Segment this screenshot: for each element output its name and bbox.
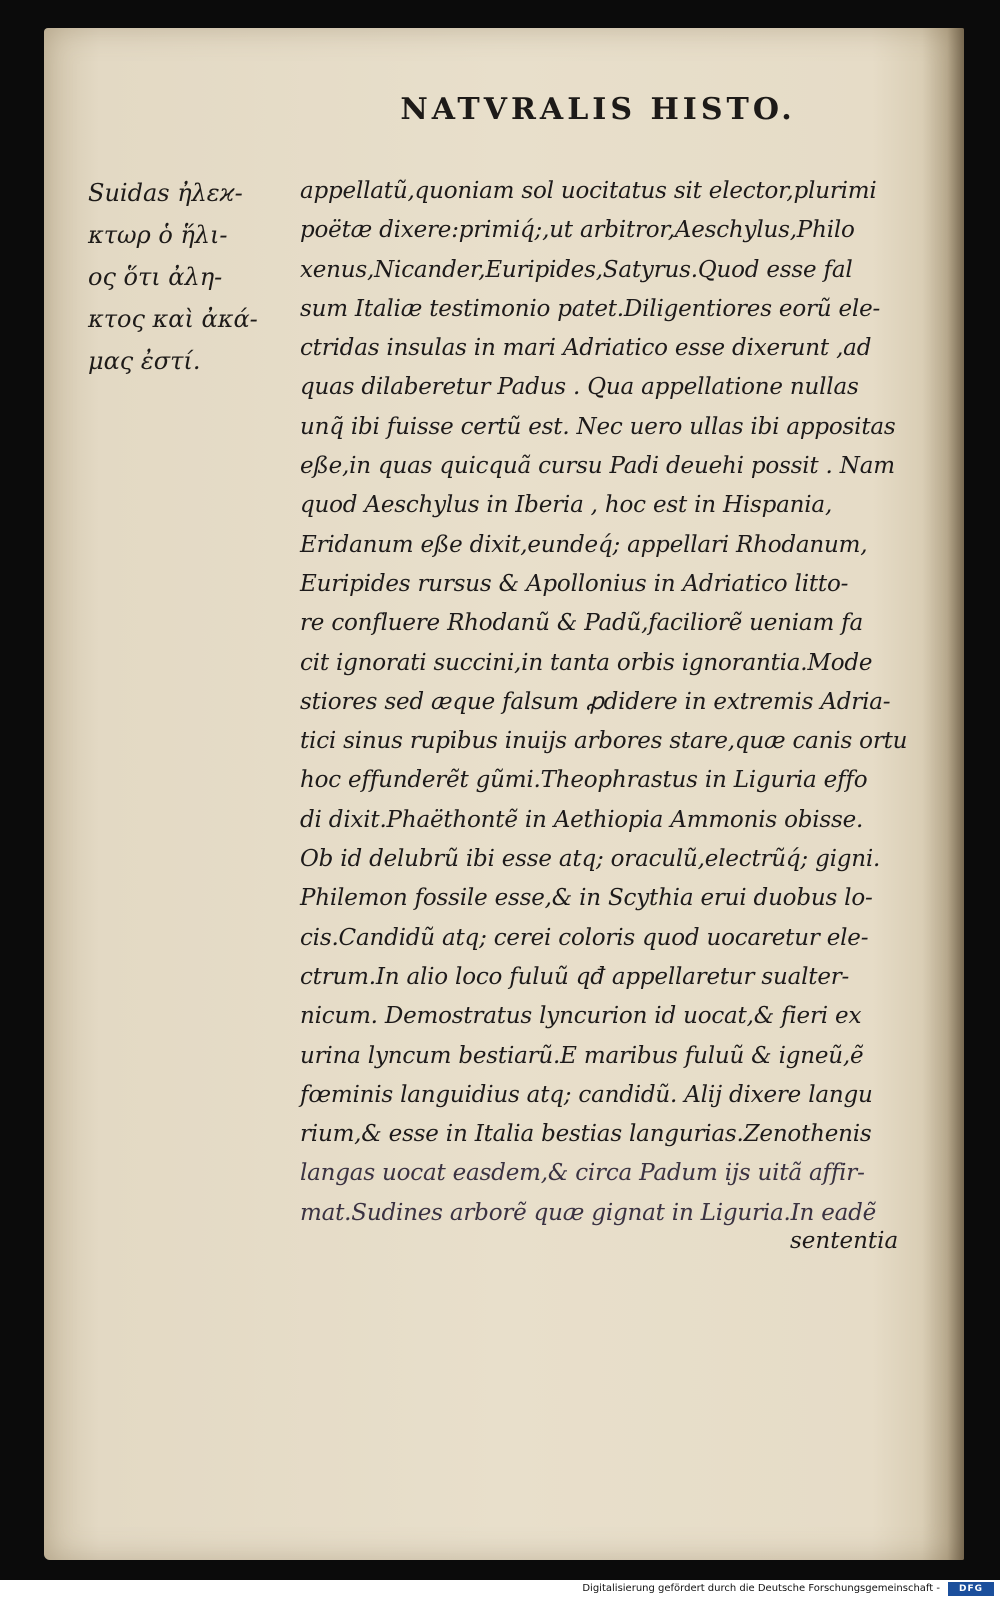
- text-line: Philemon fossile esse,& in Scythia erui duobus lo-: [300, 885, 873, 912]
- margin-note: [88, 172, 278, 382]
- footer-credit: Digitalisierung gefördert durch die Deutsche Forschungsgemeinschaft -: [582, 1583, 940, 1594]
- text-line: Eridanum eße dixit,eundeq́; appellari Rhodanum,: [300, 531, 868, 558]
- text-line: urina lyncum bestiarũ.E maribus fuluũ & igneũ,ẽ: [300, 1042, 864, 1069]
- margin-note-line: Suidas ἠλεϰ-: [88, 179, 243, 207]
- text-line: stiores sed æque falsum ꝓdidere in extremis Adria-: [300, 688, 891, 715]
- body-text: [300, 172, 908, 1233]
- text-line: re confluere Rhodanũ & Padũ,faciliorẽ ueniam fa: [300, 610, 863, 637]
- text-line: tici sinus rupibus inuijs arbores stare,quæ canis ortu: [300, 728, 908, 755]
- margin-note-line: κτωρ ὁ ἥλι-: [88, 221, 228, 249]
- catchword: sententia: [790, 1228, 899, 1254]
- text-line: rium,& esse in Italia bestias langurias.Zenothenis: [300, 1121, 872, 1148]
- text-line: cis.Candidũ atq; cerei coloris quod uocaretur ele-: [300, 924, 869, 951]
- text-line: cit ignorati succini,in tanta orbis ignorantia.Mode: [300, 649, 873, 676]
- text-line: mat.Sudines arborẽ quæ gignat in Liguria.In eadẽ: [300, 1199, 877, 1226]
- text-line: langas uocat easdem,& circa Padum ijs uitã affir-: [300, 1160, 865, 1187]
- text-line: hoc effunderẽt gũmi.Theophrastus in Liguria effo: [300, 767, 868, 794]
- text-line: ctridas insulas in mari Adriatico esse dixerunt ,ad: [300, 335, 872, 362]
- text-line: di dixit.Phaëthontẽ in Aethiopia Ammonis obisse.: [300, 806, 864, 833]
- margin-note-line: ος ὅτι ἀλη-: [88, 263, 223, 291]
- text-line: xenus,Nicander,Euripides,Satyrus.Quod esse fal: [300, 256, 853, 283]
- text-line: quod Aeschylus in Iberia , hoc est in Hispania,: [300, 492, 833, 519]
- running-head: NATVRALIS HISTO.: [400, 92, 796, 127]
- text-line: nicum. Demostratus lyncurion id uocat,& fieri ex: [300, 1003, 862, 1030]
- text-line: Euripides rursus & Apollonius in Adriatico litto-: [300, 570, 849, 597]
- margin-note-line: κτος καὶ ἀκά-: [88, 305, 258, 333]
- text-line: appellatũ,quoniam sol uocitatus sit elector,plurimi: [300, 178, 877, 204]
- page-gutter-shadow: [922, 28, 964, 1560]
- text-line: ctrum.In alio loco fuluũ qđ appellaretur sualter-: [300, 963, 850, 990]
- text-line: fœminis languidius atq; candidũ. Alij dixere langu: [300, 1081, 873, 1108]
- text-line: quas dilaberetur Padus . Qua appellatione nullas: [300, 374, 859, 401]
- text-line: poëtæ dixere:primiq́;,ut arbitror,Aeschylus,Philo: [300, 217, 855, 244]
- dfg-logo[interactable]: DFG: [948, 1582, 994, 1596]
- text-line: sum Italiæ testimonio patet.Diligentiores eorũ ele-: [300, 295, 881, 322]
- margin-note-line: μας ἐστί.: [88, 347, 201, 375]
- text-line: Ob id delubrũ ibi esse atq; oraculũ,electrũq́; gigni.: [300, 846, 881, 873]
- text-line: eße,in quas quicquã cursu Padi deuehi possit . Nam: [300, 453, 895, 480]
- text-line: unq̃ ibi fuisse certũ est. Nec uero ullas ibi appositas: [300, 413, 896, 440]
